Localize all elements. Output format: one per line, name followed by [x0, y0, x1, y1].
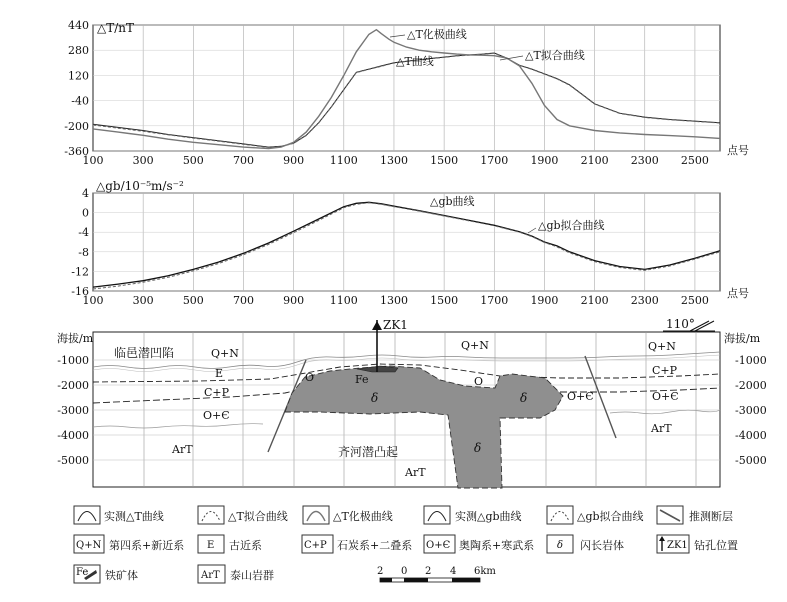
cp-right-label: C+P	[652, 364, 678, 377]
o-mid-label: O	[474, 375, 484, 388]
gravity-fit-curve-label: △gb拟合曲线	[538, 219, 605, 232]
x-tick-label: 500	[182, 294, 204, 307]
x-tick-label: 700	[232, 294, 254, 307]
y-tick-label: -4	[78, 226, 89, 240]
svg-text:-3000: -3000	[57, 404, 89, 417]
delta-label-2: δ	[520, 391, 528, 405]
svg-text:E: E	[207, 540, 215, 551]
x-tick-label: 1900	[530, 154, 559, 167]
svg-text:泰山岩群: 泰山岩群	[230, 569, 274, 582]
x-tick-label: 1100	[329, 294, 358, 307]
svg-text:△gb拟合曲线: △gb拟合曲线	[577, 510, 644, 523]
qn-mid-label: Q+N	[461, 339, 489, 352]
svg-text:O+Є: O+Є	[426, 540, 451, 551]
x-tick-label: 900	[283, 154, 305, 167]
x-tick-label: 900	[283, 294, 305, 307]
art-left-label: ArT	[172, 443, 193, 456]
svg-text:-1000: -1000	[57, 354, 89, 367]
delta-label-3: δ	[474, 441, 482, 455]
x-tick-label: 2500	[680, 294, 709, 307]
x-tick-label: 2500	[680, 154, 709, 167]
geologic-section	[57, 317, 767, 488]
basin-name-label: 临邑潜凹陷	[114, 346, 175, 360]
svg-text:-1000: -1000	[735, 354, 767, 367]
y-tick-label: -16	[71, 285, 89, 298]
x-tick-label: 1300	[379, 294, 408, 307]
gravity-grid	[93, 193, 720, 291]
legend-measured-t	[74, 506, 164, 524]
x-tick-label: 1900	[530, 294, 559, 307]
uplift-name-label: 齐河潜凸起	[338, 445, 399, 459]
svg-text:ZK1: ZK1	[667, 540, 688, 551]
gravity-chart	[71, 179, 749, 307]
y-tick-label: 440	[68, 19, 89, 32]
x-tick-label: 2300	[630, 294, 659, 307]
delta-label-1: δ	[371, 391, 379, 405]
svg-text:闪长岩体: 闪长岩体	[580, 539, 624, 552]
legend-fault	[657, 506, 733, 524]
legend-oe	[424, 535, 534, 553]
svg-text:-4000: -4000	[57, 429, 89, 442]
x-tick-label: 1700	[480, 154, 509, 167]
svg-text:δ: δ	[557, 540, 564, 551]
measured-curve-label: △T曲线	[396, 55, 434, 68]
gravity-x-axis-label: 点号	[727, 287, 749, 300]
y-tick-label: -200	[64, 119, 89, 133]
qn-left-label: Q+N	[211, 347, 239, 360]
cp-left-label: C+P	[204, 386, 230, 399]
svg-text:△T化极曲线: △T化极曲线	[333, 510, 393, 523]
y-tick-label: 0	[82, 206, 89, 220]
svg-text:C+P: C+P	[304, 540, 327, 551]
legend-iron-ore	[74, 565, 138, 583]
legend	[74, 506, 738, 583]
magnetic-x-axis-label: 点号	[727, 144, 749, 157]
section-azimuth-label: 110°	[666, 317, 695, 331]
x-tick-label: 2300	[630, 154, 659, 167]
fit-curve-label: △T拟合曲线	[525, 49, 585, 62]
magnetic-grid	[93, 25, 720, 151]
series-line-measured	[93, 202, 720, 287]
svg-text:-4000: -4000	[735, 429, 767, 442]
gravity-y-ticks	[71, 187, 89, 298]
x-tick-label: 300	[132, 294, 154, 307]
svg-text:第四系+新近系: 第四系+新近系	[109, 539, 185, 552]
svg-text:2: 2	[425, 566, 432, 577]
y-tick-label: -12	[71, 265, 89, 279]
gravity-x-ticks	[83, 294, 709, 307]
magnetic-series	[93, 30, 720, 149]
x-tick-label: 1100	[329, 154, 358, 167]
x-tick-label: 1300	[379, 154, 408, 167]
svg-text:-2000: -2000	[735, 379, 767, 392]
svg-text:-5000: -5000	[57, 454, 89, 467]
y-tick-label: -40	[71, 94, 89, 108]
oe-left-label: O+Є	[203, 409, 230, 422]
gravity-y-axis-label: △gb/10⁻⁵m/s⁻²	[96, 179, 184, 193]
legend-fit-t	[198, 506, 288, 524]
y-tick-label: -8	[78, 245, 89, 259]
x-tick-label: 100	[82, 154, 104, 167]
svg-text:钻孔位置: 钻孔位置	[694, 539, 738, 552]
drill-hole-label: ZK1	[383, 318, 408, 332]
magnetic-y-ticks	[64, 19, 89, 158]
svg-text:石炭系+二叠系: 石炭系+二叠系	[337, 539, 413, 552]
x-tick-label: 1700	[480, 294, 509, 307]
svg-text:-3000: -3000	[735, 404, 767, 417]
legend-art	[198, 565, 274, 583]
qn-right-label: Q+N	[648, 340, 676, 353]
svg-text:实测△T曲线: 实测△T曲线	[104, 510, 164, 523]
svg-text:-2000: -2000	[57, 379, 89, 392]
legend-drill	[657, 535, 738, 553]
svg-text:△T拟合曲线: △T拟合曲线	[228, 510, 288, 523]
svg-text:4: 4	[450, 566, 457, 577]
oe-core-label: O+Є	[567, 390, 594, 403]
x-tick-label: 1500	[430, 294, 459, 307]
svg-text:实测△gb曲线: 实测△gb曲线	[455, 510, 522, 523]
oe-right-label: O+Є	[652, 390, 679, 403]
svg-text:Q+N: Q+N	[76, 540, 102, 551]
legend-diorite	[547, 535, 624, 553]
rtp-curve-leader	[390, 35, 405, 37]
svg-text:奥陶系+寒武系: 奥陶系+寒武系	[459, 539, 535, 552]
x-tick-label: 300	[132, 154, 154, 167]
o-left-label: O	[305, 371, 315, 384]
azimuth-ray-2	[695, 321, 714, 331]
svg-text:古近系: 古近系	[229, 539, 262, 552]
x-tick-label: 1500	[430, 154, 459, 167]
rtp-curve-label: △T化极曲线	[407, 28, 467, 41]
y-tick-label: -360	[64, 145, 89, 158]
y-tick-label: 120	[68, 69, 89, 83]
svg-text:Fe: Fe	[76, 567, 89, 578]
section-right-axis-title: 海拔/m	[724, 332, 761, 345]
legend-fit-g	[547, 506, 644, 524]
art-right-label: ArT	[651, 422, 672, 435]
fe-label: Fe	[355, 373, 369, 386]
svg-text:2: 2	[377, 566, 384, 577]
svg-text:铁矿体: 铁矿体	[105, 569, 138, 582]
magnetic-y-axis-label: △T/nT	[97, 21, 135, 35]
gravity-chart-frame	[93, 193, 720, 291]
legend-rtp-t	[303, 506, 393, 524]
gravity-series	[93, 202, 720, 289]
legend-qn	[74, 535, 184, 553]
magnetic-chart-frame	[93, 25, 720, 151]
svg-text:ArT: ArT	[201, 570, 220, 581]
x-tick-label: 700	[232, 154, 254, 167]
gravity-curve-label: △gb曲线	[430, 195, 475, 208]
oe-base-boundary	[93, 424, 263, 428]
magnetic-chart	[64, 19, 749, 167]
oe-base-boundary-right	[610, 410, 720, 414]
section-right-depth-ticks	[735, 354, 767, 467]
svg-text:-5000: -5000	[735, 454, 767, 467]
section-left-depth-ticks	[57, 354, 89, 467]
legend-cp	[302, 535, 412, 553]
art-mid-label: ArT	[405, 466, 426, 479]
section-left-axis-title: 海拔/m	[57, 332, 94, 345]
magnetic-x-ticks	[83, 154, 709, 167]
x-tick-label: 500	[182, 154, 204, 167]
scale-bar	[377, 566, 496, 582]
svg-text:6km: 6km	[474, 566, 496, 577]
e-label: E	[215, 367, 224, 380]
legend-measured-g	[424, 506, 522, 524]
y-tick-label: 280	[68, 44, 89, 58]
x-tick-label: 2100	[580, 294, 609, 307]
series-line-rtp	[93, 30, 720, 149]
x-tick-label: 100	[82, 294, 104, 307]
legend-e	[198, 535, 262, 553]
y-tick-label: 4	[82, 187, 89, 200]
series-line-fit	[93, 203, 720, 289]
svg-text:0: 0	[401, 566, 408, 577]
x-tick-label: 2100	[580, 154, 609, 167]
svg-text:推测断层: 推测断层	[689, 510, 733, 523]
